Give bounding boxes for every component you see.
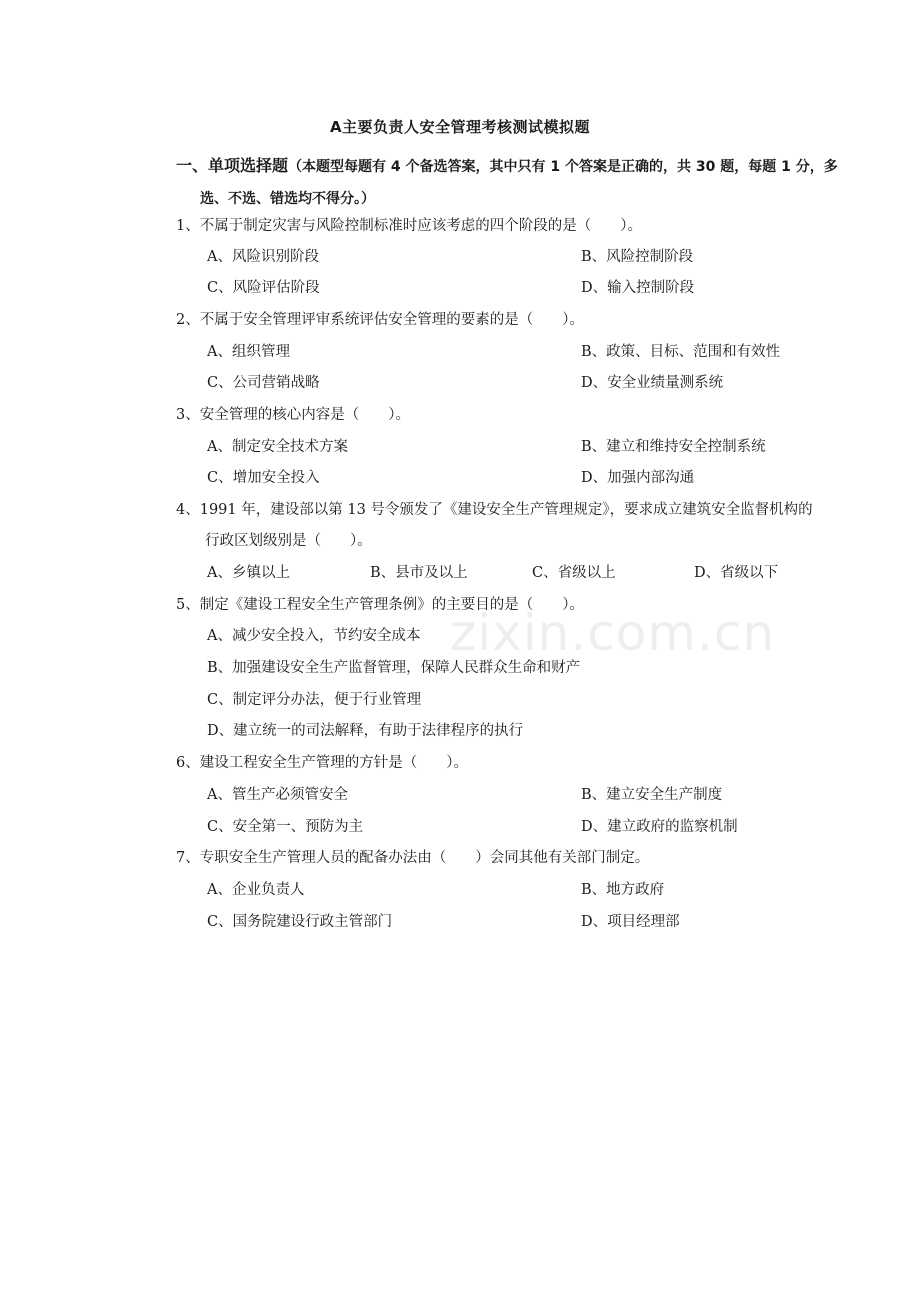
section-instructions: （本题型每题有 4 个备选答案，其中只有 1 个答案是正确的，共 30 题，每题 1 分，多	[288, 159, 838, 175]
q1-option-d: D、输入控制阶段	[581, 280, 695, 296]
section-instructions-cont: 选、不选、错选均不得分。）	[200, 191, 375, 207]
q7-option-c: C、国务院建设行政主管部门	[207, 914, 393, 930]
q3-option-d: D、加强内部沟通	[581, 470, 695, 486]
question-6: 6、建设工程安全生产管理的方针是（ ）。	[176, 755, 468, 771]
q4-option-c: C、省级以上	[532, 565, 616, 581]
section-label: 一、单项选择题	[176, 156, 289, 175]
question-5: 5、制定《建设工程安全生产管理条例》的主要目的是（ ）。	[176, 597, 584, 613]
question-1: 1、不属于制定灾害与风险控制标准时应该考虑的四个阶段的是（ ）。	[176, 218, 642, 234]
q2-option-c: C、公司营销战略	[207, 375, 320, 391]
question-2: 2、不属于安全管理评审系统评估安全管理的要素的是（ ）。	[176, 312, 584, 328]
section-heading	[176, 150, 882, 215]
q5-option-d: D、建立统一的司法解释，有助于法律程序的执行	[207, 723, 524, 739]
question-4-cont: 行政区划级别是（ ）。	[205, 533, 372, 549]
q6-option-a: A、管生产必须管安全	[207, 787, 348, 803]
q3-option-c: C、增加安全投入	[207, 470, 320, 486]
q7-option-b: B、地方政府	[581, 882, 665, 898]
q5-option-a: A、减少安全投入，节约安全成本	[207, 628, 421, 644]
q4-option-a: A、乡镇以上	[207, 565, 290, 581]
question-3: 3、安全管理的核心内容是（ ）。	[176, 407, 410, 423]
q3-option-a: A、制定安全技术方案	[207, 439, 348, 455]
q1-option-a: A、风险识别阶段	[207, 249, 319, 265]
q3-option-b: B、建立和维持安全控制系统	[581, 439, 766, 455]
q4-option-d: D、省级以下	[694, 565, 779, 581]
q6-option-b: B、建立安全生产制度	[581, 787, 723, 803]
q4-option-b: B、县市及以上	[370, 565, 468, 581]
q5-option-c: C、制定评分办法，便于行业管理	[207, 692, 422, 708]
q2-option-b: B、政策、目标、范围和有效性	[581, 344, 781, 360]
q7-option-a: A、企业负责人	[207, 882, 305, 898]
q6-option-d: D、建立政府的监察机制	[581, 819, 738, 835]
question-4: 4、1991 年，建设部以第 13 号令颁发了《建设安全生产管理规定》，要求成立建筑安全监督机构的	[176, 502, 813, 518]
q5-option-b: B、加强建设安全生产监督管理，保障人民群众生命和财产	[207, 660, 581, 676]
question-7: 7、专职安全生产管理人员的配备办法由（ ）会同其他有关部门制定。	[176, 850, 650, 866]
q7-option-d: D、项目经理部	[581, 914, 680, 930]
q1-option-b: B、风险控制阶段	[581, 249, 694, 265]
watermark-text: zixin.com.cn	[450, 604, 776, 662]
document-title: A主要负责人安全管理考核测试模拟题	[329, 118, 591, 136]
q2-option-a: A、组织管理	[207, 344, 290, 360]
q2-option-d: D、安全业绩量测系统	[581, 375, 724, 391]
q6-option-c: C、安全第一、预防为主	[207, 819, 364, 835]
q1-option-c: C、风险评估阶段	[207, 280, 320, 296]
